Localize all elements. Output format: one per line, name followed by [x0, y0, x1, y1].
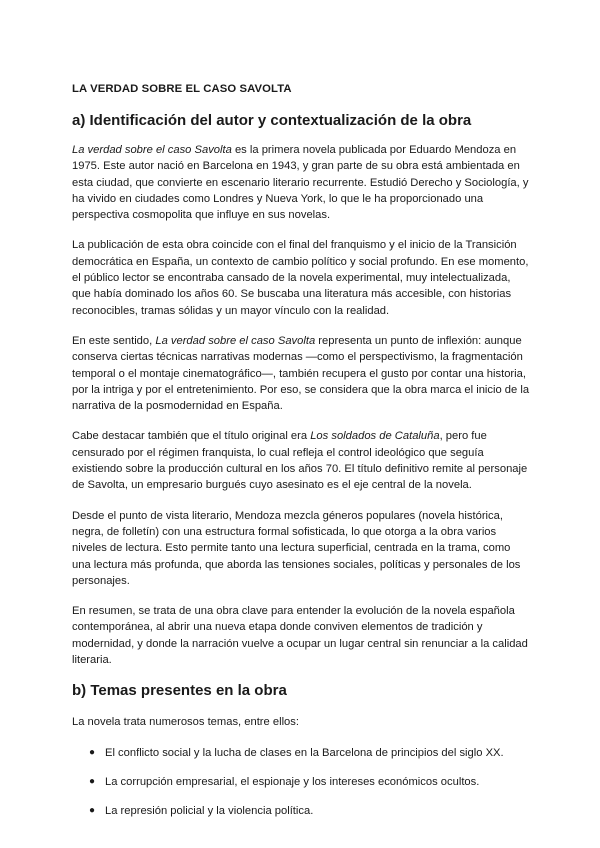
paragraph-author-text: es la primera novela publicada por Eduardo Mendoza en 1975. Este autor nació en Barcelona en 1943, y gran parte de su obra está ambientada en esta ciudad, que convierte en escenario literario recurrente. Estudió Derecho y Sociología, y ha vivido en ciudades como Londres y Nueva York, lo que le ha proporcionado una perspectiva cosmopolita que influye en sus novelas.: [72, 144, 529, 222]
list-item-text: La represión policial y la violencia política.: [105, 805, 314, 818]
list-item: [72, 803, 532, 819]
book-title-italic: La verdad sobre el caso Savolta: [72, 144, 232, 156]
bullet-icon: ●: [89, 805, 96, 817]
original-title-italic: Los soldados de Cataluña: [310, 430, 440, 443]
themes-intro: La novela trata numerosos temas, entre ellos:: [72, 716, 299, 729]
book-title-italic: La verdad sobre el caso Savolta: [155, 334, 316, 347]
document-title: LA VERDAD SOBRE EL CASO SAVOLTA: [72, 83, 292, 95]
paragraph-censorship-before: Cabe destacar también que el título original era: [72, 430, 311, 443]
section-b-heading: b) Temas presentes en la obra: [72, 682, 287, 700]
section-a-heading: a) Identificación del autor y contextualización de la obra: [72, 112, 472, 129]
paragraph-summary: En resumen, se trata de una obra clave para entender la evolución de la novela española contemporánea, al abrir una nueva etapa donde conviven elementos de tradición y modernidad, y donde la narración vuelve a ocupar un lugar central sin renunciar a la calidad literaria.: [72, 605, 528, 667]
bullet-icon: ●: [89, 776, 96, 788]
list-item-text: La corrupción empresarial, el espionaje y los intereses económicos ocultos.: [105, 776, 480, 789]
paragraph-context: La publicación de esta obra coincide con el final del franquismo y el inicio de la Transición democrática en España, un contexto de cambio político y social profundo. En ese momento, el público lector se encontraba cansado de la novela experimental, muy intelectualizada, que había dominado los años 60. Se buscaba una literatura más accesible, con historias reconocibles, tramas sólidas y un mayor vínculo con la realidad.: [72, 239, 529, 317]
paragraph-literary: Desde el punto de vista literario, Mendoza mezcla géneros populares (novela histórica, negra, de folletín) con una estructura formal sofisticada, lo que otorga a la obra varios niveles de lectura. Esto permite tanto una lectura superficial, centrada en la trama, como una lectura más profunda, que aborda las tensiones sociales, políticas y personales de los personajes.: [72, 509, 521, 587]
themes-list: [72, 745, 532, 819]
paragraph-author: [72, 142, 532, 223]
list-item: [72, 774, 532, 790]
list-item-text: El conflicto social y la lucha de clases en la Barcelona de principios del siglo XX.: [105, 747, 504, 760]
paragraph-inflection-after: representa un punto de inflexión: aunque conserva ciertas técnicas narrativas modernas —como el perspectivismo, la fragmentación temporal o el montaje cinematográfico—, también recupera el gusto por contar una historia, por la intriga y por el entretenimiento. Por eso, se considera que la obra marca el inicio de la narrativa de la posmodernidad en España.: [72, 334, 530, 413]
paragraph-inflection: [72, 333, 532, 414]
list-item: [72, 745, 532, 761]
document-page: [72, 82, 532, 832]
paragraph-censorship-after: , pero fue censurado por el régimen franquista, lo cual refleja el control ideológico que seguía existiendo sobre la producción cultural en los años 70. El título definitivo remite al personaje de Savolta, un empresario burgués cuyo asesinato es el eje central de la novela.: [72, 430, 528, 492]
paragraph-censorship: [72, 428, 532, 493]
bullet-icon: ●: [89, 747, 96, 759]
paragraph-inflection-before: En este sentido,: [72, 334, 156, 347]
